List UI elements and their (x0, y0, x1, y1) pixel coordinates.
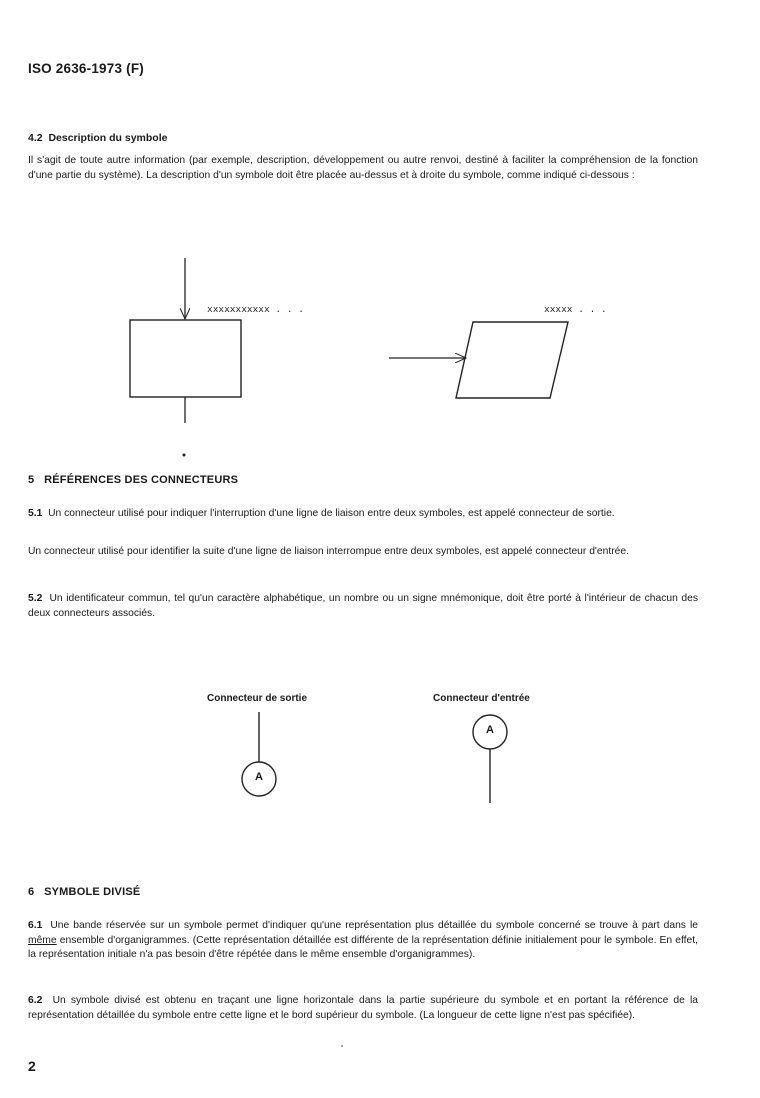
section-5-heading (28, 474, 238, 486)
subsection-4-2-text: Il s'agit de toute autre information (par exemple, description, développement ou autre renvoi, destiné à faciliter la compréhension de la fonction d'une partie du système). La description d'un symbole doit être placée au-dessus et à droite du symbole, comme indiqué ci-dessous : (28, 155, 698, 181)
paragraph-6-1-number: 6.1 (28, 920, 43, 931)
exit-connector-label: Connecteur de sortie (207, 693, 308, 704)
paragraph-6-1-text-b: ensemble d'organigrammes. (Cette représentation détaillée est différente de la représentation définie initialement pour le symbole. En effet, la représentation initiale n'a pas besoin d'être répétée dans le même ensemble d'organigrammes). (28, 934, 698, 960)
subsection-4-2-number: 4.2 (28, 132, 43, 144)
entry-connector-letter: A (486, 724, 494, 736)
section-5-number: 5 (28, 474, 35, 486)
stray-dot (183, 454, 186, 457)
document-header: ISO 2636-1973 (F) (28, 61, 144, 76)
process-description-label: xxxxxxxxxxx . . . (207, 304, 304, 315)
page-number: 2 (28, 1058, 36, 1074)
section-6-number: 6 (28, 886, 35, 898)
section-6-title: SYMBOLE DIVISÉ (44, 886, 141, 898)
paragraph-6-1-text-a: Une bande réservée sur un symbole permet d'indiquer qu'une représentation plus détaillée du symbole concerné se trouve à part dans le (50, 920, 698, 931)
paragraph-6-1 (28, 919, 698, 963)
process-symbol (130, 320, 241, 397)
paragraph-6-2-text: Un symbole divisé est obtenu en traçant une ligne horizontale dans la partie supérieure du symbole et en portant la référence de la représentation détaillée du symbole entre cette ligne et le bord supérieur du symbole. (La longueur de cette ligne n'est pas spécifiée). (28, 995, 698, 1021)
paragraph-5-1-number: 5.1 (28, 508, 43, 519)
section-5-title: RÉFÉRENCES DES CONNECTEURS (44, 474, 239, 486)
stray-dot-bottom (341, 1045, 343, 1047)
paragraph-5-1b-text: Un connecteur utilisé pour identifier la suite d'une ligne de liaison interrompue entre deux symboles, est appelé connecteur d'entrée. (28, 546, 629, 557)
subsection-4-2-title: Description du symbole (48, 132, 168, 144)
paragraph-5-1-text: Un connecteur utilisé pour indiquer l'interruption d'une ligne de liaison entre deux symboles, est appelé connecteur de sortie. (48, 508, 615, 519)
io-symbol (456, 322, 568, 398)
paragraph-6-2-number: 6.2 (28, 995, 43, 1006)
paragraph-5-2-text: Un identificateur commun, tel qu'un caractère alphabétique, un nombre ou un signe mnémonique, doit être porté à l'intérieur de chacun des deux connecteurs associés. (28, 593, 698, 619)
io-description-label: xxxxx . . . (544, 304, 607, 315)
paragraph-5-2-number: 5.2 (28, 593, 43, 604)
exit-connector-letter: A (255, 771, 263, 783)
paragraph-5-1 (28, 507, 698, 522)
entry-connector-label: Connecteur d'entrée (433, 693, 530, 704)
paragraph-6-1-emphasis: même (28, 934, 57, 946)
paragraph-5-2 (28, 592, 698, 621)
section-6-heading (28, 886, 140, 898)
paragraph-6-2 (28, 994, 698, 1023)
